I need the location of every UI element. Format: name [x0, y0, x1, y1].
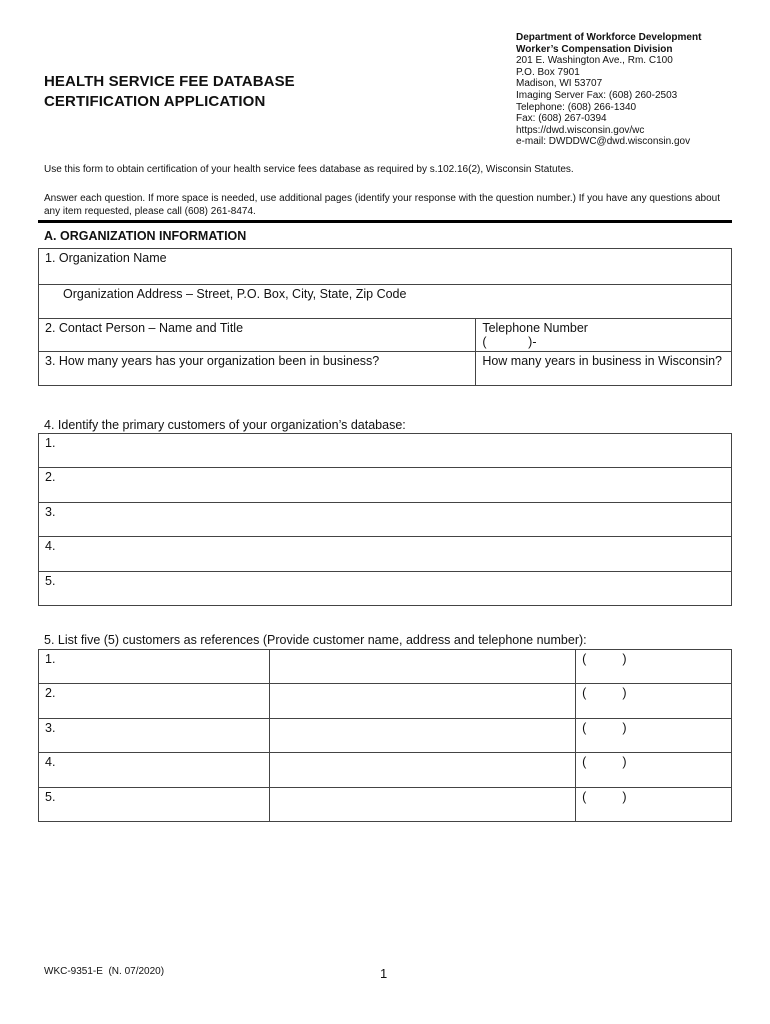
row-number: 2. — [45, 686, 56, 701]
reference-address-field[interactable] — [269, 684, 576, 718]
agency-line: Imaging Server Fax: (608) 260-2503 — [516, 89, 678, 101]
telephone-placeholder: ( )- — [482, 335, 537, 349]
intro-paragraph: Use this form to obtain certification of your health service fees database as required by s.102.16(2), Wisconsin Statutes. — [44, 164, 574, 175]
reference-phone-field[interactable] — [576, 787, 732, 821]
agency-line: 201 E. Washington Ave., Rm. C100 — [516, 55, 673, 67]
row-number: 5. — [45, 573, 56, 588]
years-in-wisconsin-label: How many years in business in Wisconsin? — [482, 354, 723, 368]
reference-name-field[interactable] — [39, 650, 270, 684]
years-in-business-label: 3. How many years has your organization been in business? — [45, 354, 380, 368]
page-number: 1 — [380, 966, 388, 981]
organization-address-field[interactable] — [39, 285, 732, 319]
row-number: 1. — [45, 436, 56, 450]
paren-open: ( — [582, 720, 587, 735]
q5-label: 5. List five (5) customers as references (Provide customer name, address and telephone number): — [44, 633, 587, 647]
row-number: 3. — [45, 504, 56, 519]
form-title-line2: CERTIFICATION APPLICATION — [44, 93, 266, 110]
agency-line: Madison, WI 53707 — [516, 78, 603, 90]
organization-info-table — [38, 248, 732, 386]
reference-address-field[interactable] — [269, 753, 576, 787]
row-number: 1. — [45, 652, 56, 666]
agency-email-link[interactable]: e-mail: DWDDWC@dwd.wisconsin.gov — [516, 136, 691, 148]
q4-label: 4. Identify the primary customers of your organization’s database: — [44, 418, 406, 432]
customer-row-field[interactable] — [39, 502, 732, 536]
row-number: 5. — [45, 789, 56, 804]
reference-address-field[interactable] — [269, 787, 576, 821]
form-id: WKC-9351-E (N. 07/2020) — [44, 966, 165, 977]
reference-name-field[interactable] — [39, 787, 270, 821]
agency-address-block — [516, 32, 701, 148]
reference-phone-field[interactable] — [576, 753, 732, 787]
reference-address-field[interactable] — [269, 718, 576, 752]
reference-phone-field[interactable] — [576, 718, 732, 752]
row-number: 2. — [45, 470, 56, 485]
paren-close: ) — [622, 789, 627, 804]
paren-close: ) — [622, 755, 627, 770]
customer-row-field[interactable] — [39, 468, 732, 502]
reference-phone-field[interactable] — [576, 650, 732, 684]
years-in-business-field[interactable] — [39, 352, 476, 386]
customer-row-field[interactable] — [39, 537, 732, 571]
paren-close: ) — [622, 652, 627, 666]
contact-person-label: 2. Contact Person – Name and Title — [45, 321, 244, 335]
customer-row-field[interactable] — [39, 434, 732, 468]
reference-name-field[interactable] — [39, 684, 270, 718]
organization-name-field[interactable] — [39, 249, 732, 285]
agency-line: Fax: (608) 267-0394 — [516, 113, 607, 125]
paren-open: ( — [582, 652, 587, 666]
row-number: 4. — [45, 539, 56, 554]
telephone-field[interactable] — [476, 319, 732, 352]
references-table — [38, 649, 732, 822]
section-a-heading: A. ORGANIZATION INFORMATION — [44, 229, 247, 243]
paren-close: ) — [622, 720, 627, 735]
section-divider — [38, 220, 732, 223]
paren-close: ) — [622, 686, 627, 701]
instructions-paragraph: Answer each question. If more space is needed, use additional pages (identify your response with the question number.) If you have any questions about any item requested, please call (608) 261-8474. — [44, 193, 720, 217]
telephone-label: Telephone Number — [482, 321, 588, 335]
reference-name-field[interactable] — [39, 753, 270, 787]
row-number: 4. — [45, 755, 56, 770]
row-number: 3. — [45, 720, 56, 735]
agency-website-link[interactable]: https://dwd.wisconsin.gov/wc — [516, 124, 645, 136]
primary-customers-table — [38, 433, 732, 606]
reference-phone-field[interactable] — [576, 684, 732, 718]
paren-open: ( — [582, 686, 587, 701]
paren-open: ( — [582, 755, 587, 770]
customer-row-field[interactable] — [39, 571, 732, 605]
reference-name-field[interactable] — [39, 718, 270, 752]
organization-name-label: 1. Organization Name — [45, 251, 167, 265]
form-title — [44, 72, 295, 112]
contact-person-field[interactable] — [39, 319, 476, 352]
agency-department: Department of Workforce Development — [516, 32, 702, 43]
years-in-wisconsin-field[interactable] — [476, 352, 732, 386]
reference-address-field[interactable] — [269, 650, 576, 684]
agency-division: Worker’s Compensation Division — [516, 43, 673, 55]
agency-line: P.O. Box 7901 — [516, 66, 580, 78]
paren-open: ( — [582, 789, 587, 804]
organization-address-label: Organization Address – Street, P.O. Box, City, State, Zip Code — [63, 287, 407, 301]
agency-line: Telephone: (608) 266-1340 — [516, 101, 637, 113]
form-title-line1: HEALTH SERVICE FEE DATABASE — [44, 73, 295, 90]
